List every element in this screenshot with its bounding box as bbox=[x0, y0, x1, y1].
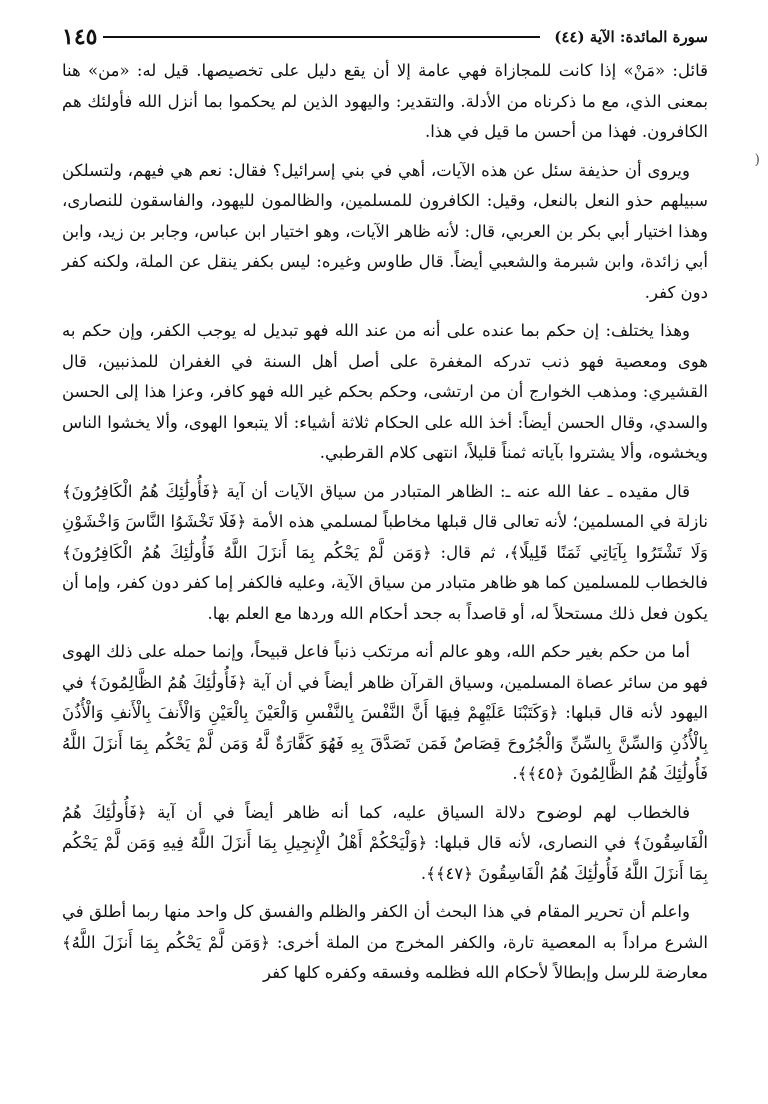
paragraph-4 bbox=[62, 477, 708, 630]
paragraph-2 bbox=[62, 156, 708, 309]
margin-mark: ( bbox=[754, 152, 760, 168]
paragraph-text: واعلم أن تحرير المقام في هذا البحث أن الكفر والظلم والفسق كل واحد منها ربما أطلق في الشرع مراداً به المعصية تارة، والكفر المخرج من الملة أخرى: ﴿وَمَن لَّمْ يَحْكُم بِمَا أَنزَلَ اللَّهُ﴾ معارضة للرسل وإبطالاً لأحكام الله فظلمه وفسقه وكفره كلها كفر bbox=[62, 902, 708, 982]
paragraph-1 bbox=[62, 56, 708, 148]
paragraph-text: وهذا يختلف: إن حكم بما عنده على أنه من عند الله فهو تبديل له يوجب الكفر، وإن حكم به هوى ومعصية فهو ذنب تدركه المغفرة على أصل أهل السنة في الغفران للمذنبين، قال القشيري: ومذهب الخوارج أن من ارتشى، وحكم بحكم غير الله فهو كافر، وعزا هذا إلى الحسن والسدي، وقال الحسن أيضاً: أخذ الله على الحكام ثلاثة أشياء: ألا يتبعوا الهوى، وألا يخشوا الناس ويخشوه، وألا يشتروا بآياته ثمناً قليلاً، انتهى كلام القرطبي. bbox=[62, 321, 708, 462]
header-rule bbox=[103, 36, 540, 38]
running-head: سورة المائدة: الآية (٤٤) bbox=[554, 28, 708, 46]
paragraph-text: قائل: «مَنْ» إذا كانت للمجازاة فهي عامة إلا أن يقع دليل على تخصيصها. قيل له: «من» هنا بمعنى الذي، مع ما ذكرناه من الأدلة. والتقدير: واليهود الذين لم يحكموا بما أنزل الله فأولئك هم الكافرون. فهذا من أحسن ما قيل في هذا. bbox=[62, 61, 708, 141]
paragraph-5 bbox=[62, 637, 708, 790]
paragraph-text: ويروى أن حذيفة سئل عن هذه الآيات، أهي في بني إسرائيل؟ فقال: نعم هي فيهم، ولتسلكن سبيلهم حذو النعل بالنعل، وقيل: الكافرون للمسلمين، والظالمون لليهود، والفاسقون للنصارى، وهذا اختيار أبي بكر بن العربي، قال: لأنه ظاهر الآيات، وهو اختيار ابن عباس، وجابر بن زيد، وابن أبي زائدة، وابن شبرمة والشعبي أيضاً. قال طاوس وغيره: ليس بكفر ينقل عن الملة، ولكنه كفر دون كفر. bbox=[62, 160, 708, 302]
paragraph-text: أما من حكم بغير حكم الله، وهو عالم أنه مرتكب ذنباً فاعل قبيحاً، وإنما حمله على ذلك الهوى فهو من سائر عصاة المسلمين، وسياق القرآن ظاهر أيضاً في أن آية ﴿فَأُولَٰئِكَ هُمُ الظَّالِمُونَ﴾ في اليهود لأنه قال قبلها: ﴿وَكَتَبْنَا عَلَيْهِمْ فِيهَا أَنَّ النَّفْسَ بِالنَّفْسِ وَالْعَيْنَ بِالْعَيْنِ وَالْأَنفَ بِالْأَنفِ وَالْأُذُنَ بِالْأُذُنِ وَالسِّنَّ بِالسِّنِّ وَالْجُرُوحَ قِصَاصٌ فَمَن تَصَدَّقَ بِهِ فَهُوَ كَفَّارَةٌ لَّهُ وَمَن لَّمْ يَحْكُم بِمَا أَنزَلَ اللَّهُ فَأُولَٰئِكَ هُمُ الظَّالِمُونَ ﴿٤٥﴾﴾. bbox=[62, 642, 708, 783]
page-number: ١٤٥ bbox=[62, 24, 98, 50]
page-header bbox=[62, 18, 708, 56]
paragraph-7 bbox=[62, 897, 708, 989]
paragraph-text: فالخطاب لهم لوضوح دلالة السياق عليه، كما أنه ظاهر أيضاً في أن آية ﴿فَأُولَٰئِكَ هُمُ الْفَاسِقُونَ﴾ في النصارى، لأنه قال قبلها: ﴿وَلْيَحْكُمْ أَهْلُ الْإِنجِيلِ بِمَا أَنزَلَ اللَّهُ فِيهِ وَمَن لَّمْ يَحْكُم بِمَا أَنزَلَ اللَّهُ فَأُولَٰئِكَ هُمُ الْفَاسِقُونَ ﴿٤٧﴾﴾. bbox=[62, 802, 708, 883]
paragraph-6 bbox=[62, 798, 708, 890]
paragraph-3 bbox=[62, 316, 708, 469]
body-text bbox=[62, 56, 708, 989]
paragraph-text: قال مقيده ـ عفا الله عنه ـ: الظاهر المتبادر من سياق الآيات أن آية ﴿فَأُولَٰئِكَ هُمُ الْكَافِرُونَ﴾ نازلة في المسلمين؛ لأنه تعالى قال قبلها مخاطباً لمسلمي هذه الأمة ﴿فَلَا تَخْشَوُا النَّاسَ وَاخْشَوْنِ وَلَا تَشْتَرُوا بِآيَاتِي ثَمَنًا قَلِيلًا﴾، ثم قال: ﴿وَمَن لَّمْ يَحْكُم بِمَا أَنزَلَ اللَّهُ فَأُولَٰئِكَ هُمُ الْكَافِرُونَ﴾ فالخطاب للمسلمين كما هو ظاهر متبادر من سياق الآية، وعليه فالكفر إما كفر دون كفر، وإما أن يكون فعل ذلك مستحلاً له، أو قاصداً به جحد أحكام الله وردها مع العلم بها. bbox=[62, 481, 708, 623]
book-page bbox=[62, 18, 708, 1098]
